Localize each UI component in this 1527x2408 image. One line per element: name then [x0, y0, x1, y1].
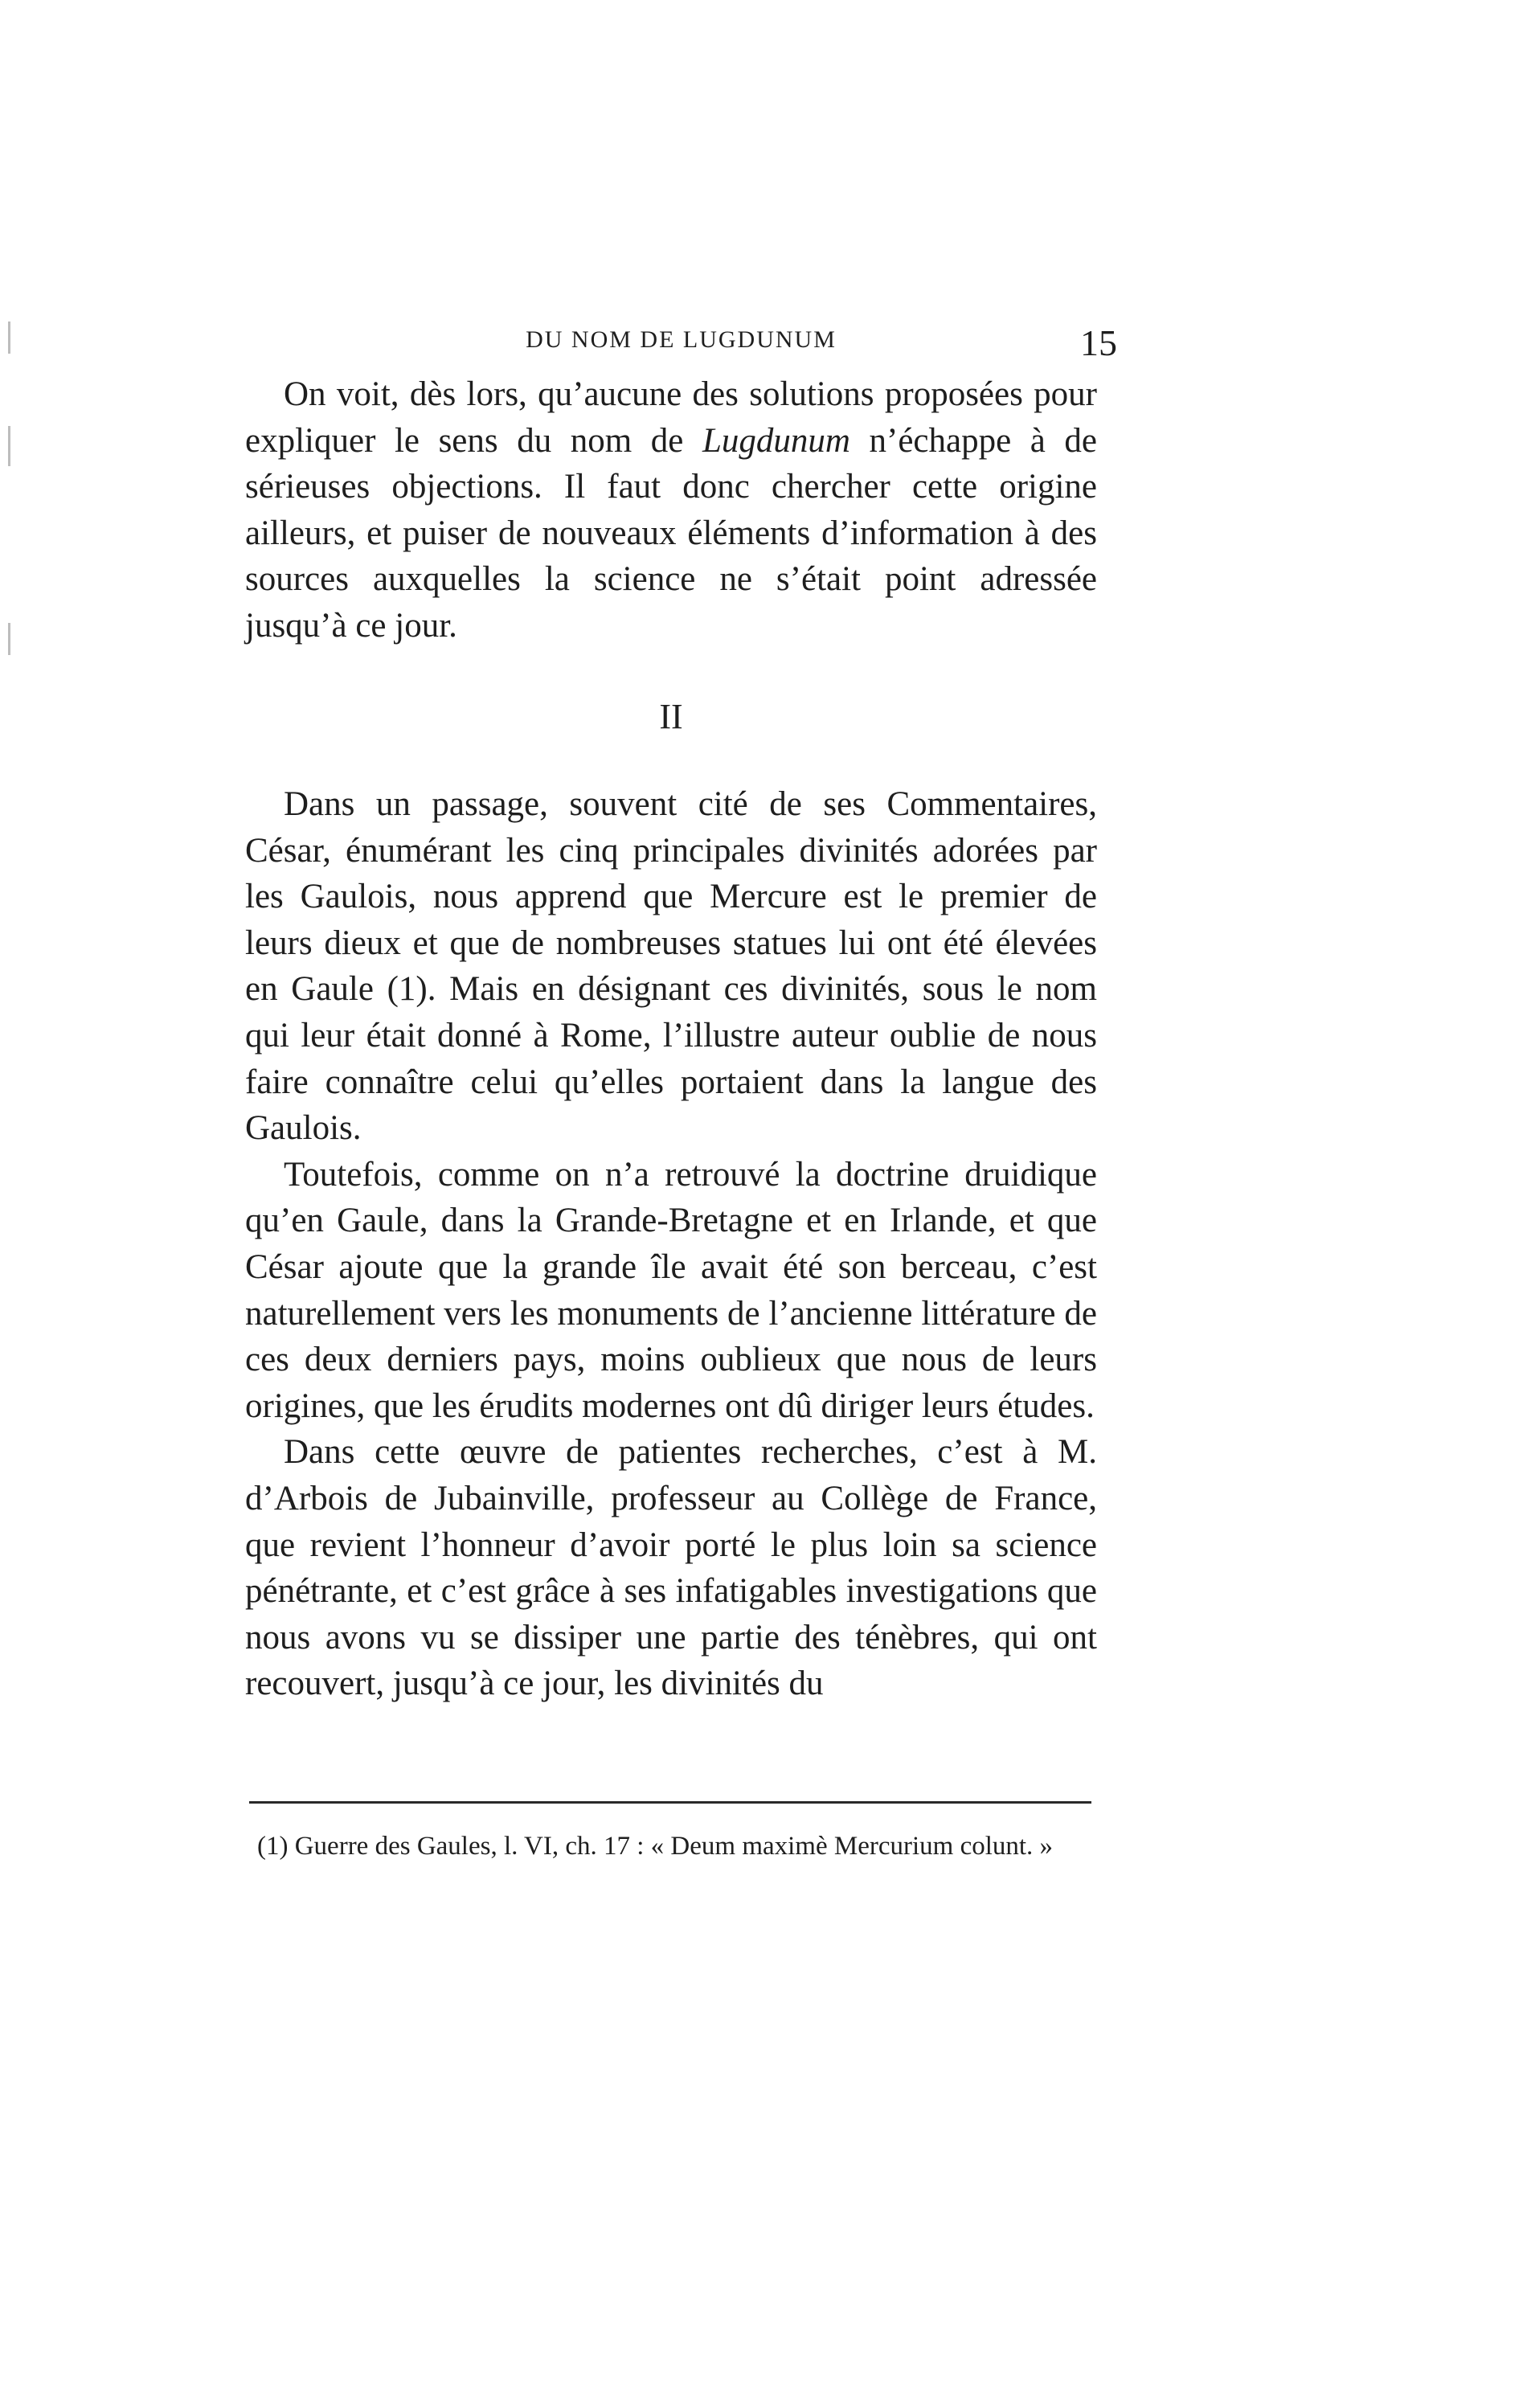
italic-term: Lugdunum	[702, 421, 850, 460]
paragraph-2: Dans un passage, souvent cité de ses Commentaires, César, énumérant les cinq principales divinités adorées par les Gaulois, nous apprend que Mercure est le premier de leurs dieux et que de nombreuses statues lui ont été élevées en Gaule (1). Mais en désignant ces divinités, sous le nom qui leur était donné à Rome, l’illustre auteur oublie de nous faire connaître celui qu’elles portaient dans la langue des Gaulois.	[245, 785, 1097, 1148]
footnote-rule	[249, 1801, 1091, 1804]
scan-artifact	[8, 623, 10, 655]
section-heading: II	[659, 697, 683, 736]
text-block-2	[245, 781, 1097, 1707]
paragraph-3: Toutefois, comme on n’a retrouvé la doctrine druidique qu’en Gaule, dans la Grande-Bretagne et en Irlande, et que César ajoute que la grande île avait été son berceau, c’est naturellement vers les monuments de l’ancienne littérature de ces deux derniers pays, moins oublieux que nous de leurs origines, que les érudits modernes ont dû diriger leurs études.	[245, 1155, 1097, 1425]
page-header	[245, 321, 1117, 370]
footnote: (1) Guerre des Gaules, l. VI, ch. 17 : « Deum maximè Mercurium colunt. »	[257, 1832, 1054, 1861]
scan-artifact	[8, 426, 10, 466]
paragraph-1-part-a: On voit, dès lors, qu’aucune des solutions proposées pour expliquer le sens du nom de	[245, 375, 1097, 460]
text-block-1	[245, 371, 1097, 649]
paragraph-4: Dans cette œuvre de patientes recherches, c’est à M. d’Arbois de Jubainville, professeur au Collège de France, que revient l’honneur d’avoir porté le plus loin sa science pénétrante, et c’est grâce à ses infatigables investigations que nous avons vu se dissiper une partie des ténèbres, qui ont recouvert, jusqu’à ce jour, les divinités du	[245, 1433, 1097, 1703]
paragraph-1	[245, 371, 1097, 649]
page-number: 15	[1080, 322, 1117, 363]
scan-artifact	[8, 321, 10, 354]
running-title: DU NOM DE LUGDUNUM	[526, 326, 837, 353]
paragraph-1-part-c: n’échappe à de sérieuses objections. Il faut donc chercher cette origine ailleurs, et puiser de nouveaux éléments d’information à des sources auxquelles la science ne s’était point adressée jusqu’à ce jour.	[245, 421, 1097, 645]
